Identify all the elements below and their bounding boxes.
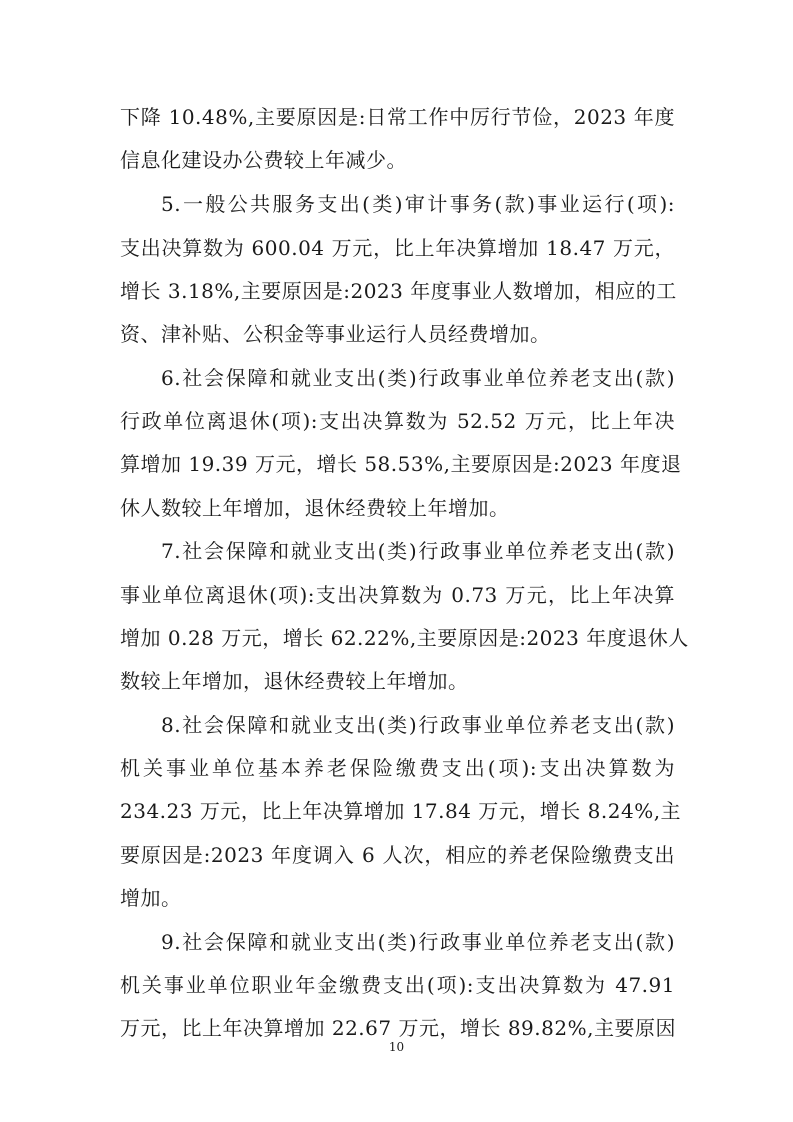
text-line: 机关事业单位基本养老保险缴费支出(项):支出决算数为 bbox=[120, 756, 675, 780]
text-line: 增加 0.28 万元，增长 62.22%,主要原因是:2023 年度退休人 bbox=[120, 626, 689, 650]
page-number: 10 bbox=[388, 1040, 405, 1054]
text-line: 增加。 bbox=[120, 886, 182, 910]
section-heading-line: 7.社会保障和就业支出(类)行政事业单位养老支出(款) bbox=[161, 539, 675, 563]
text-line: 信息化建设办公费较上年减少。 bbox=[120, 148, 407, 172]
text-line: 算增加 19.39 万元，增长 58.53%,主要原因是:2023 年度退 bbox=[120, 452, 682, 476]
text-line: 休人数较上年增加，退休经费较上年增加。 bbox=[120, 496, 510, 520]
text-line: 机关事业单位职业年金缴费支出(项):支出决算数为 47.91 bbox=[120, 973, 675, 997]
text-line: 234.23 万元，比上年决算增加 17.84 万元，增长 8.24%,主 bbox=[120, 799, 682, 823]
text-line: 增长 3.18%,主要原因是:2023 年度事业人数增加，相应的工 bbox=[120, 279, 677, 303]
section-heading-line: 5.一般公共服务支出(类)审计事务(款)事业运行(项): bbox=[161, 192, 675, 216]
text-line: 下降 10.48%,主要原因是:日常工作中厉行节俭，2023 年度 bbox=[120, 105, 675, 129]
section-heading-line: 6.社会保障和就业支出(类)行政事业单位养老支出(款) bbox=[161, 366, 675, 390]
text-line: 万元，比上年决算增加 22.67 万元，增长 89.82%,主要原因 bbox=[120, 1016, 676, 1040]
text-line: 资、津补贴、公积金等事业运行人员经费增加。 bbox=[120, 322, 551, 346]
text-line: 事业单位离退休(项):支出决算数为 0.73 万元，比上年决算 bbox=[120, 583, 675, 607]
text-line: 要原因是:2023 年度调入 6 人次，相应的养老保险缴费支出 bbox=[120, 843, 675, 867]
text-line: 数较上年增加，退休经费较上年增加。 bbox=[120, 669, 469, 693]
text-line: 支出决算数为 600.04 万元，比上年决算增加 18.47 万元， bbox=[120, 236, 675, 260]
section-heading-line: 9.社会保障和就业支出(类)行政事业单位养老支出(款) bbox=[161, 930, 675, 954]
section-heading-line: 8.社会保障和就业支出(类)行政事业单位养老支出(款) bbox=[161, 713, 675, 737]
text-line: 行政单位离退休(项):支出决算数为 52.52 万元，比上年决 bbox=[120, 409, 675, 433]
